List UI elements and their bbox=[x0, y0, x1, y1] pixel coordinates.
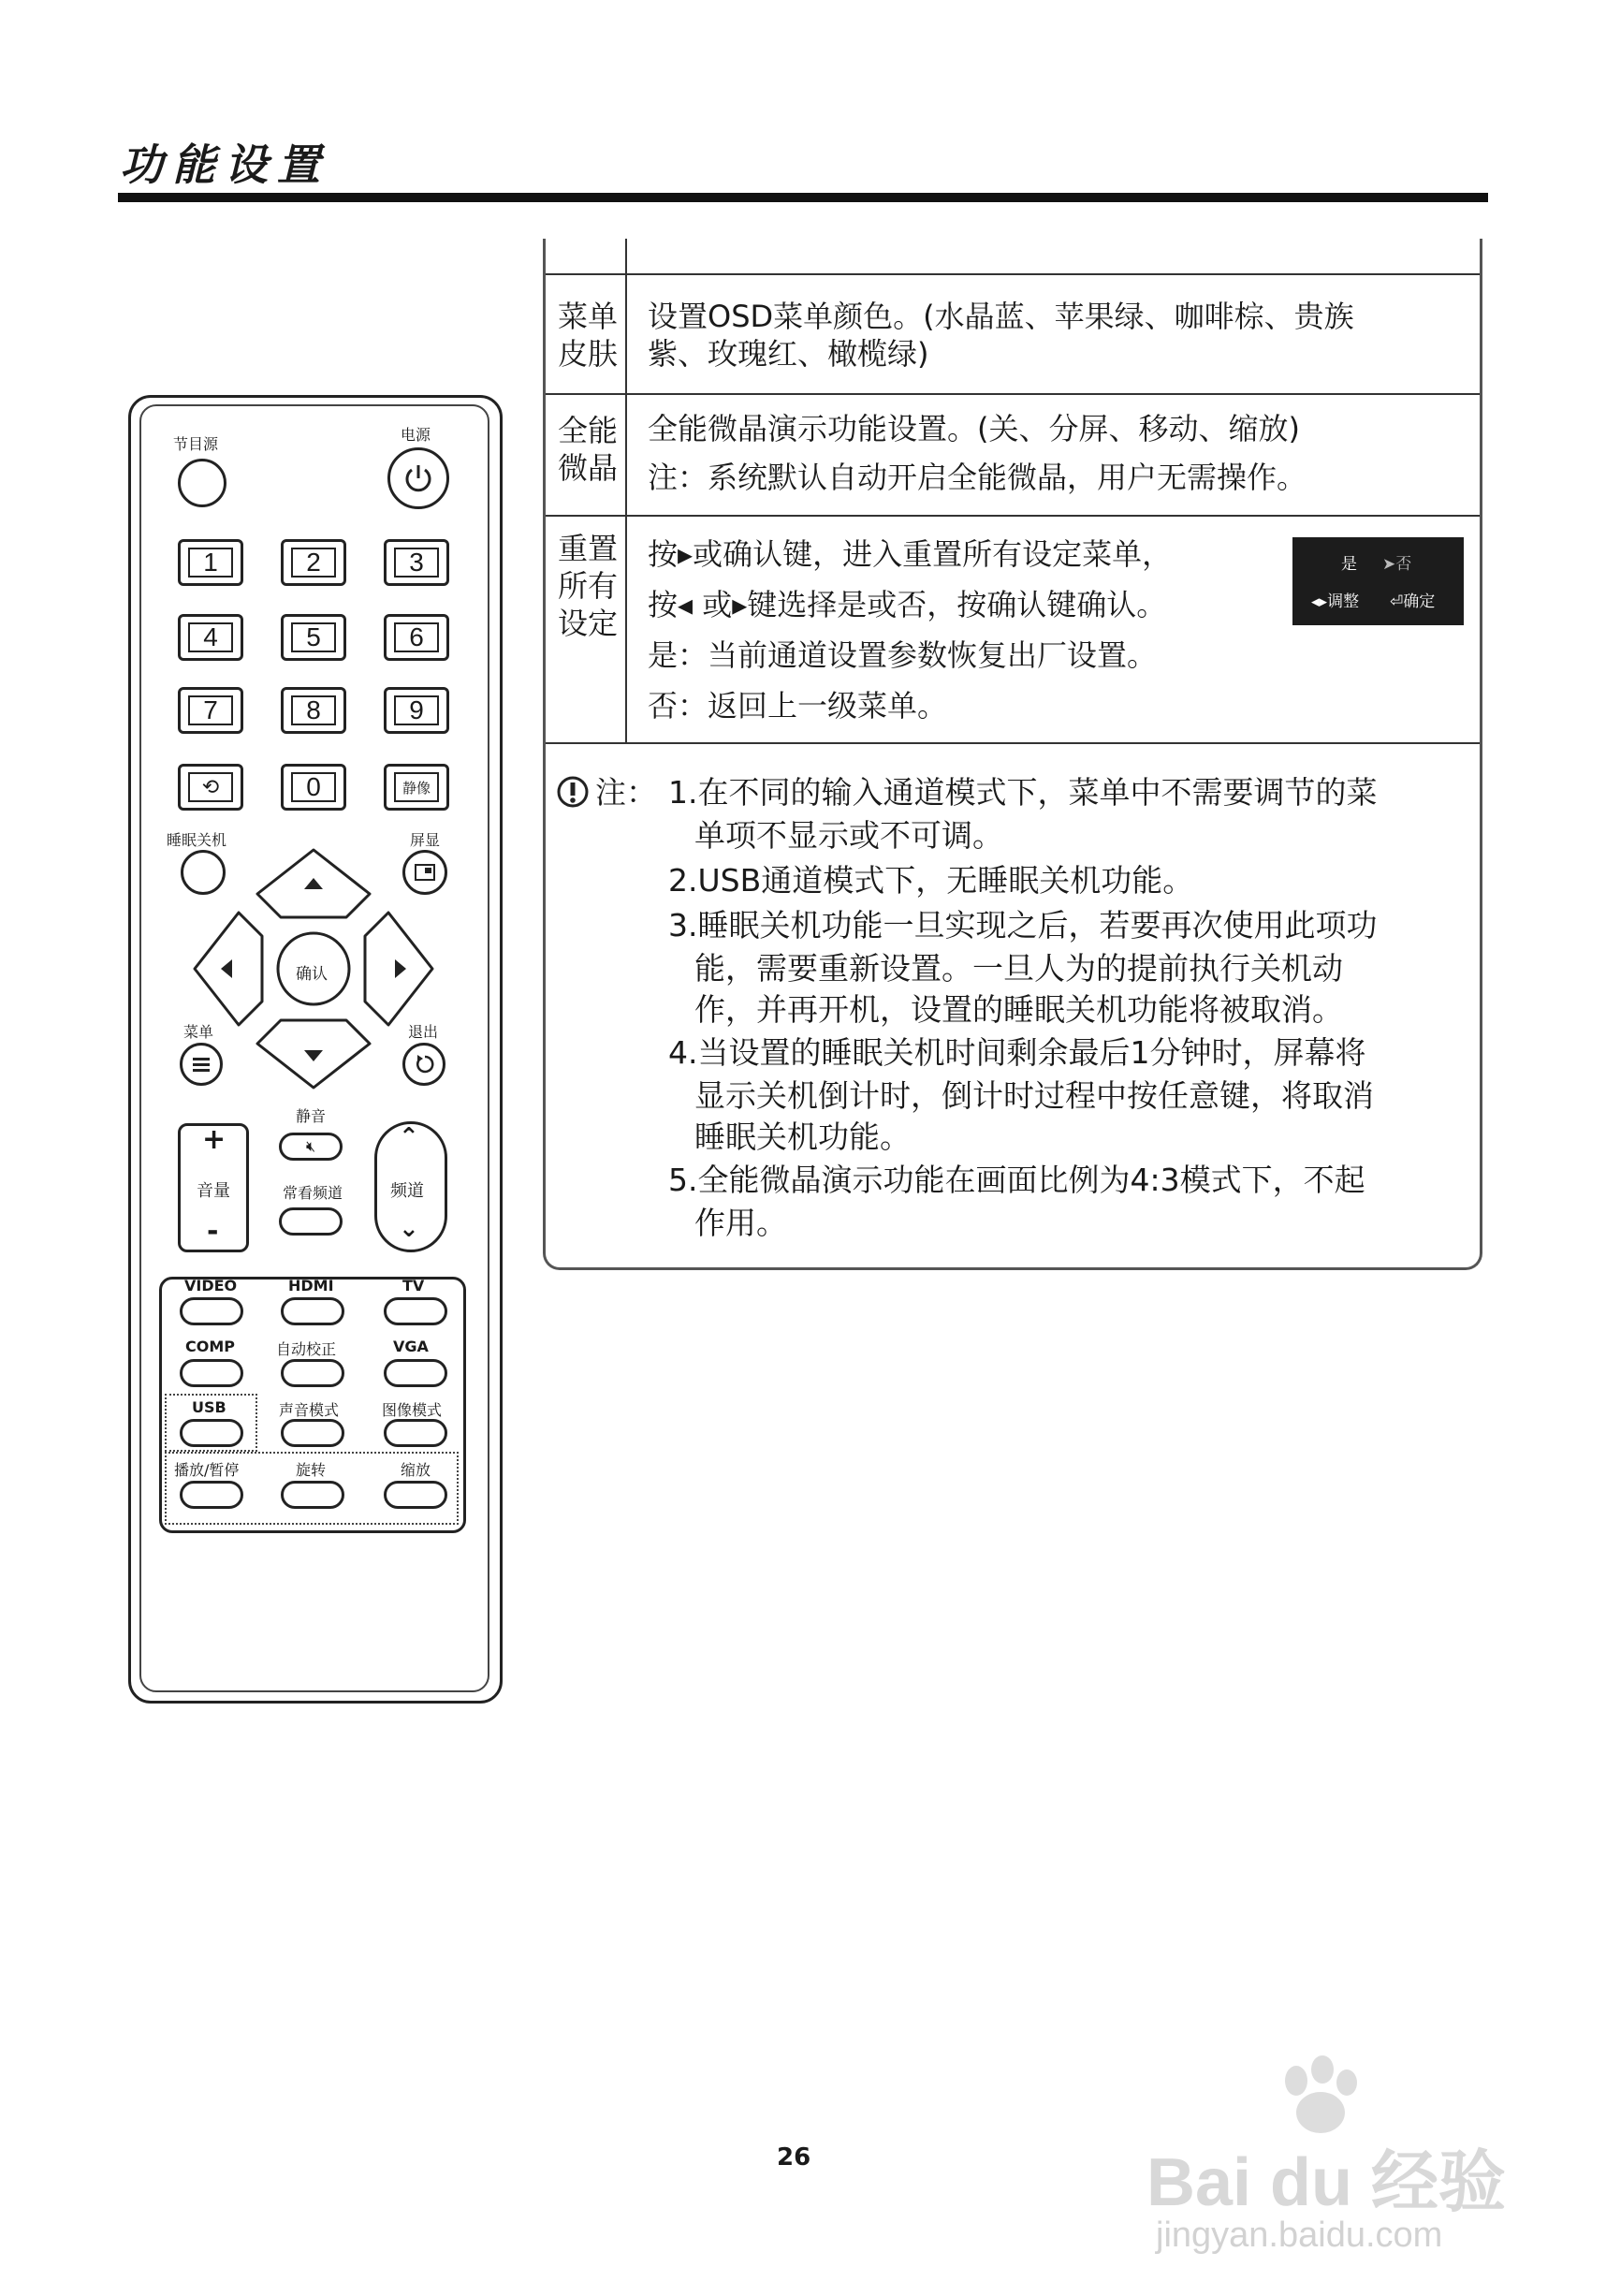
row-text-skin-2: 紫、玫瑰红、橄榄绿) bbox=[648, 336, 929, 372]
display-label: 屏显 bbox=[410, 831, 441, 849]
table-rule bbox=[546, 273, 1480, 275]
power-icon bbox=[400, 460, 437, 497]
row-text-microcrystal-1: 全能微晶演示功能设置。(关、分屏、移动、缩放) bbox=[648, 411, 1300, 446]
row-text-microcrystal-2: 注：系统默认自动开启全能微晶，用户无需操作。 bbox=[648, 460, 1307, 495]
number-key-8: 8 bbox=[281, 687, 346, 734]
power-button bbox=[387, 447, 449, 509]
table-rule bbox=[546, 515, 1480, 517]
play-pause-button bbox=[180, 1481, 243, 1509]
vga-label: VGA bbox=[393, 1338, 429, 1355]
table-rule bbox=[546, 742, 1480, 744]
sound-mode-button bbox=[281, 1419, 344, 1447]
number-key-6: 6 bbox=[384, 614, 449, 661]
volume-plus: + bbox=[202, 1123, 226, 1156]
usb-label: USB bbox=[192, 1398, 226, 1416]
hdmi-label: HDMI bbox=[288, 1277, 334, 1294]
zoom-button bbox=[384, 1481, 447, 1509]
note-1-line-2: 单项不显示或不可调。 bbox=[694, 817, 1003, 854]
tv-label: TV bbox=[402, 1277, 425, 1294]
note-5-line-2: 作用。 bbox=[694, 1205, 787, 1241]
video-button bbox=[180, 1297, 243, 1325]
exit-icon bbox=[412, 1052, 436, 1076]
note-4-line-1: 4.当设置的睡眠关机时间剩余最后1分钟时，屏幕将 bbox=[668, 1034, 1366, 1071]
ok-label: 确认 bbox=[296, 965, 328, 984]
number-key-5: 5 bbox=[281, 614, 346, 661]
source-label: 节目源 bbox=[173, 435, 219, 453]
row-text-reset-4: 否：返回上一级菜单。 bbox=[648, 688, 948, 724]
power-label: 电源 bbox=[401, 426, 431, 444]
number-key-1: 1 bbox=[178, 539, 243, 586]
exit-label: 退出 bbox=[408, 1023, 439, 1041]
zoom-label: 缩放 bbox=[401, 1461, 431, 1479]
recall-button bbox=[279, 1207, 343, 1236]
mute-button bbox=[279, 1133, 343, 1161]
osd-confirm: ⏎确定 bbox=[1390, 592, 1436, 611]
row-text-skin-1: 设置OSD菜单颜色。(水晶蓝、苹果绿、咖啡棕、贵族 bbox=[648, 299, 1354, 334]
mute-icon: 🔇︎ bbox=[305, 1137, 316, 1155]
usb-button bbox=[180, 1419, 243, 1447]
number-key-2: 2 bbox=[281, 539, 346, 586]
osd-adjust: ◂▸调整 bbox=[1311, 592, 1360, 611]
rotate-button bbox=[281, 1481, 344, 1509]
volume-label: 音量 bbox=[197, 1181, 230, 1201]
auto-adjust-button bbox=[281, 1359, 344, 1387]
comp-label: COMP bbox=[185, 1338, 235, 1355]
note-4-line-2: 显示关机倒计时，倒计时过程中按任意键，将取消 bbox=[694, 1077, 1374, 1114]
recall-label: 常看频道 bbox=[283, 1184, 343, 1202]
paw-logo-icon bbox=[1268, 2055, 1371, 2139]
osd-reset-preview bbox=[1292, 537, 1464, 625]
title-rule bbox=[118, 193, 1488, 202]
row-head-reset: 重置 所有 设定 bbox=[557, 531, 618, 641]
note-2-line-1: 2.USB通道模式下，无睡眠关机功能。 bbox=[668, 862, 1194, 899]
row-head-microcrystal: 全能 微晶 bbox=[557, 413, 618, 486]
watermark-brand: Bai du 经验 bbox=[1146, 2145, 1507, 2220]
note-1-line-1: 1.在不同的输入通道模式下，菜单中不需要调节的菜 bbox=[668, 774, 1378, 811]
notes-label: 注： bbox=[595, 774, 657, 811]
return-icon: ⟲ bbox=[188, 772, 233, 802]
sleep-label: 睡眠关机 bbox=[167, 831, 227, 849]
baidu-watermark bbox=[1146, 2055, 1521, 2260]
page-number: 26 bbox=[777, 2143, 811, 2172]
row-text-reset-2: 按◂ 或▸键选择是或否，按确认键确认。 bbox=[648, 587, 1167, 622]
rotate-label: 旋转 bbox=[296, 1461, 327, 1479]
volume-minus: - bbox=[207, 1215, 219, 1248]
note-3-line-3: 作，并再开机，设置的睡眠关机功能将被取消。 bbox=[694, 991, 1343, 1028]
exit-button bbox=[402, 1043, 445, 1086]
menu-label: 菜单 bbox=[183, 1023, 214, 1041]
hdmi-button bbox=[281, 1297, 344, 1325]
number-key-7: 7 bbox=[178, 687, 243, 734]
note-5-line-1: 5.全能微晶演示功能在画面比例为4:3模式下，不起 bbox=[668, 1162, 1365, 1198]
channel-label: 频道 bbox=[390, 1181, 424, 1201]
picture-mode-button bbox=[384, 1419, 447, 1447]
watermark-url: jingyan.baidu.com bbox=[1156, 2216, 1443, 2255]
table-rule bbox=[546, 393, 1480, 395]
freeze-key: 静像 bbox=[384, 764, 449, 811]
vga-button bbox=[384, 1359, 447, 1387]
tv-button bbox=[384, 1297, 447, 1325]
source-button bbox=[178, 459, 226, 507]
warning-icon bbox=[556, 775, 590, 809]
video-label: VIDEO bbox=[184, 1277, 238, 1294]
note-3-line-2: 能，需要重新设置。一旦人为的提前执行关机动 bbox=[694, 950, 1343, 987]
page-title: 功能设置 bbox=[120, 139, 329, 190]
note-3-line-1: 3.睡眠关机功能一旦实现之后，若要再次使用此项功 bbox=[668, 907, 1378, 943]
channel-down-icon: ⌄ bbox=[399, 1215, 419, 1243]
row-text-reset-3: 是：当前通道设置参数恢复出厂设置。 bbox=[648, 637, 1158, 673]
return-key bbox=[178, 764, 243, 811]
osd-yes: 是 bbox=[1341, 555, 1357, 574]
channel-up-icon: ⌃ bbox=[399, 1123, 419, 1151]
menu-button bbox=[180, 1043, 223, 1086]
number-key-4: 4 bbox=[178, 614, 243, 661]
osd-no: ➤否 bbox=[1382, 555, 1412, 574]
number-key-3: 3 bbox=[384, 539, 449, 586]
number-key-0: 0 bbox=[281, 764, 346, 811]
row-head-skin: 菜单 皮肤 bbox=[557, 299, 618, 372]
note-4-line-3: 睡眠关机功能。 bbox=[694, 1119, 911, 1155]
row-text-reset-1: 按▸或确认键，进入重置所有设定菜单， bbox=[648, 536, 1173, 572]
mute-label: 静音 bbox=[296, 1107, 327, 1125]
picture-mode-label: 图像模式 bbox=[382, 1401, 443, 1419]
menu-icon bbox=[191, 1056, 212, 1073]
comp-button bbox=[180, 1359, 243, 1387]
auto-adjust-label: 自动校正 bbox=[276, 1340, 337, 1358]
number-key-9: 9 bbox=[384, 687, 449, 734]
sound-mode-label: 声音模式 bbox=[279, 1401, 340, 1419]
table-column-divider bbox=[625, 239, 627, 744]
play-pause-label: 播放/暂停 bbox=[174, 1461, 240, 1479]
